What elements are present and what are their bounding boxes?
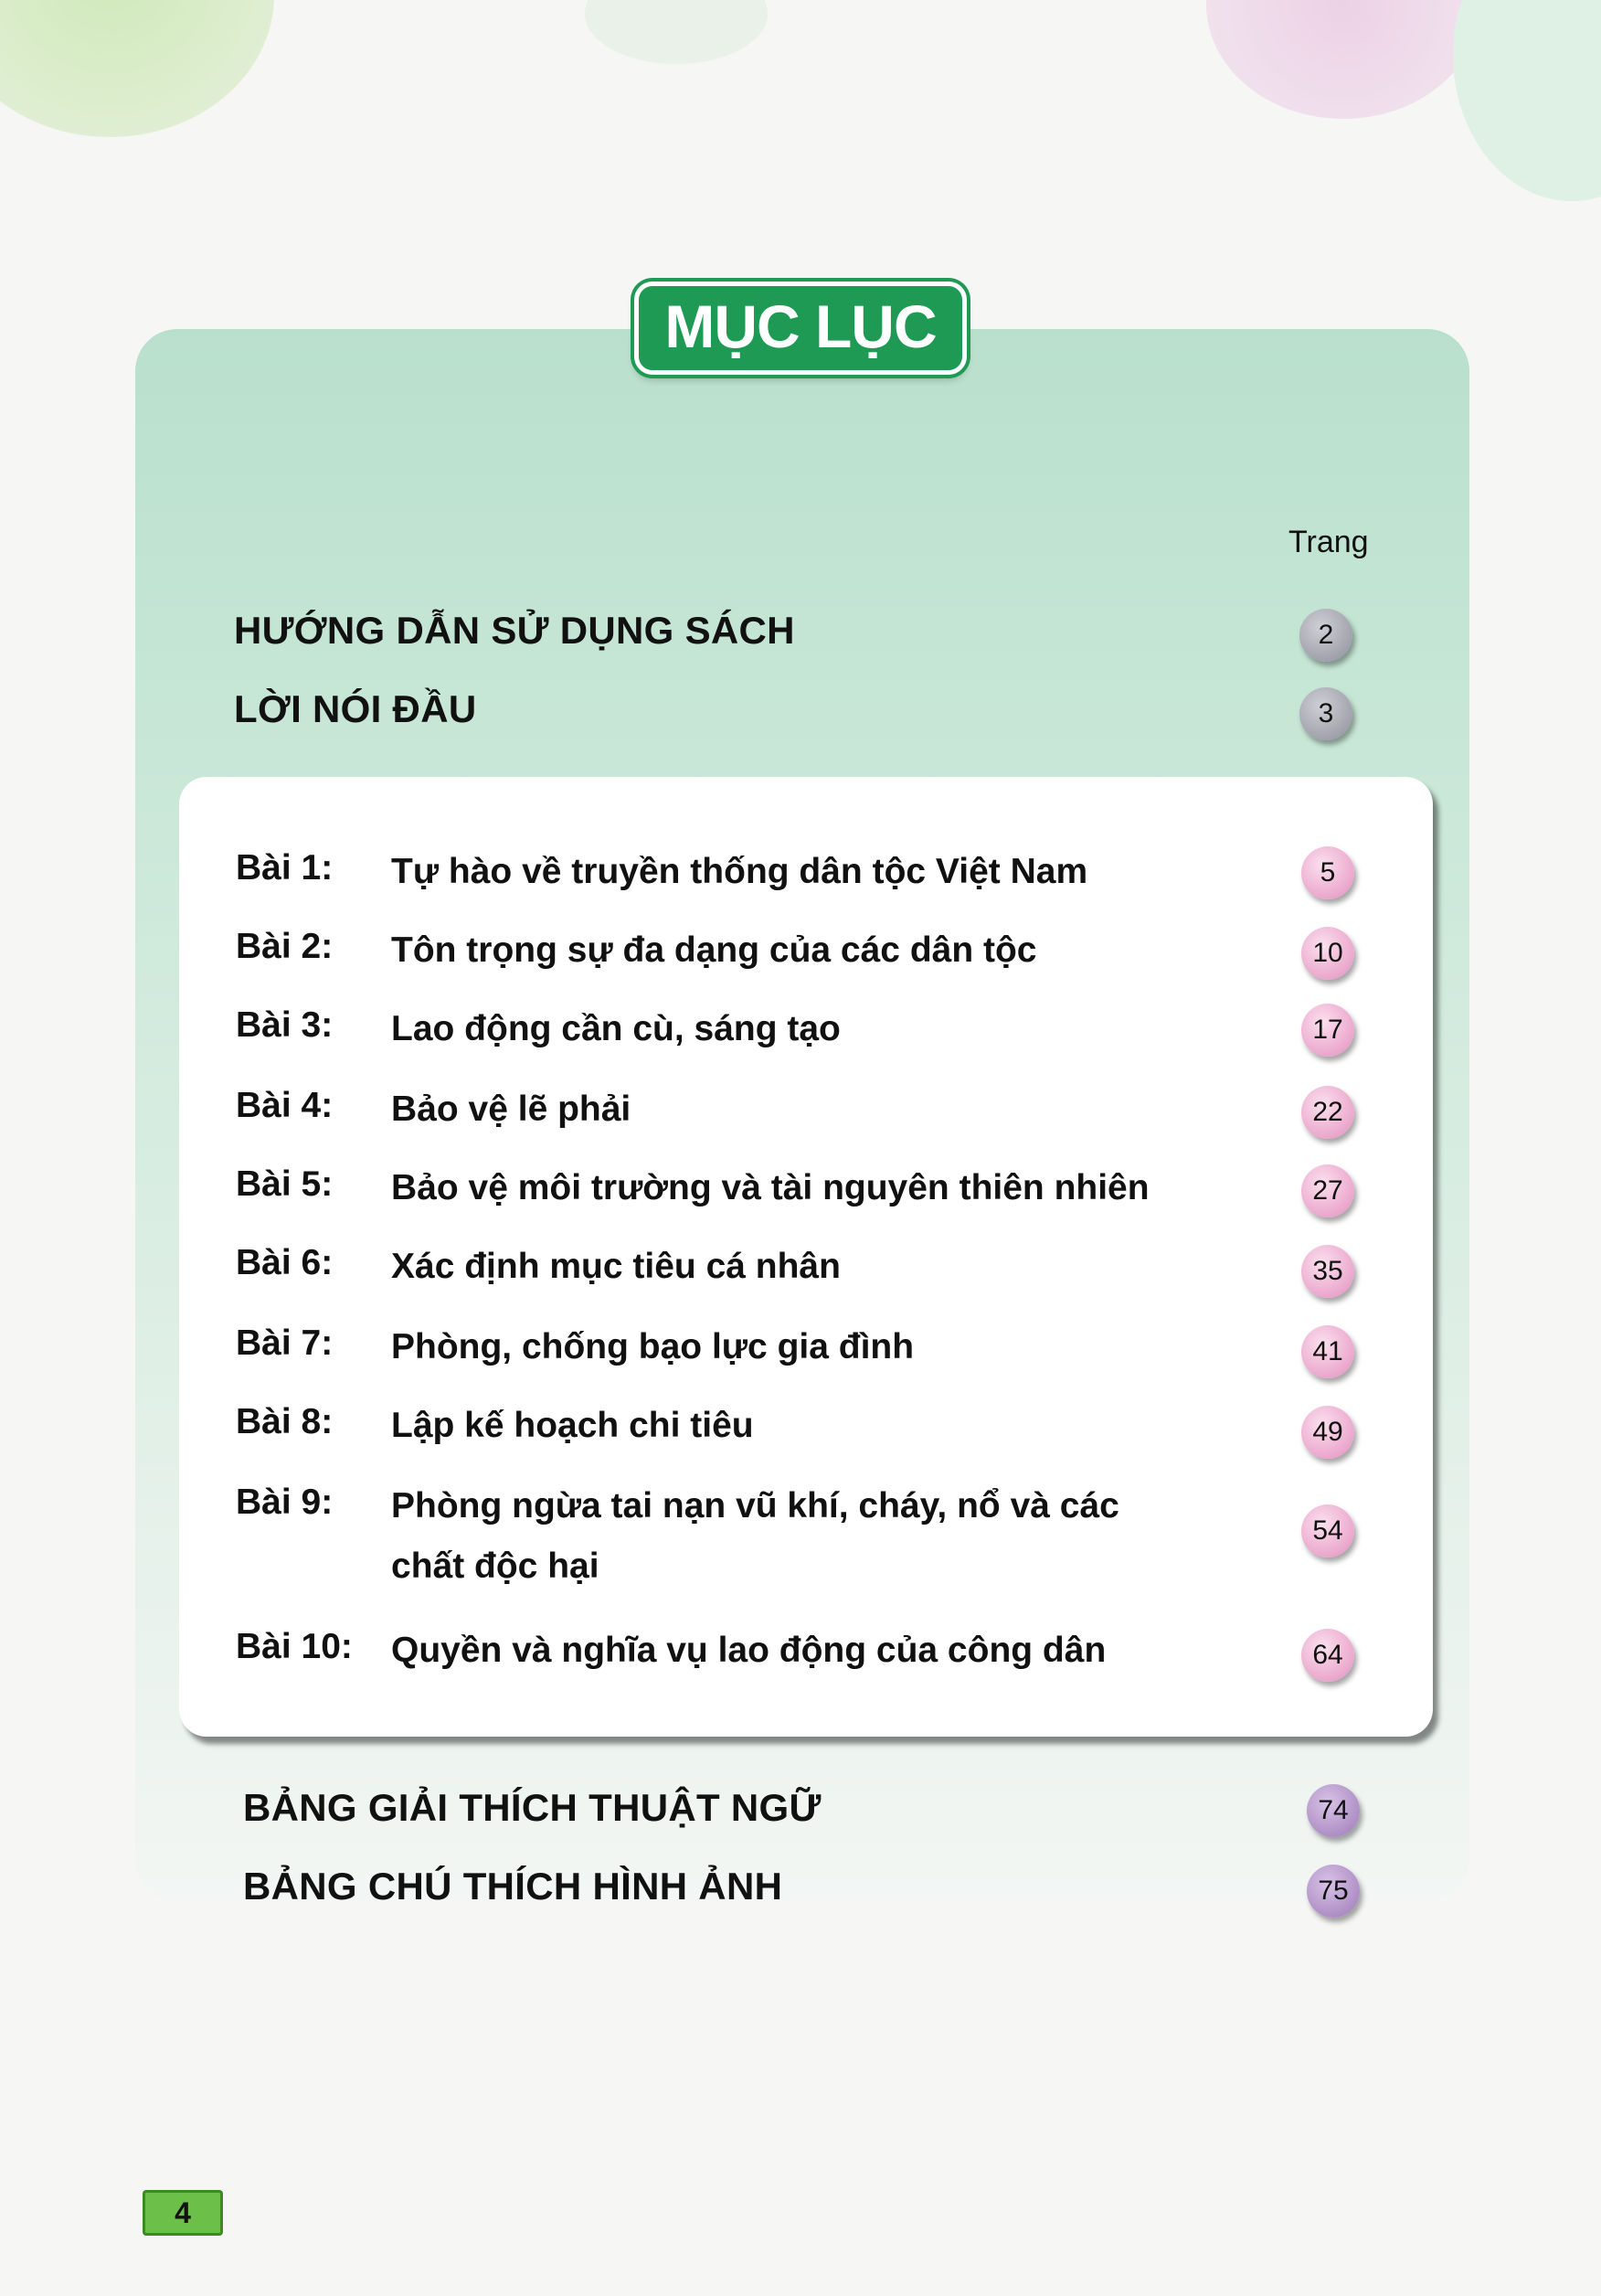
page-number-badge: 27 <box>1301 1164 1354 1217</box>
toc-entry-image-credits[interactable] <box>243 1859 782 1914</box>
page-number-badge: 2 <box>1299 609 1352 662</box>
lesson-title: Bảo vệ lẽ phải <box>391 1090 631 1129</box>
toc-entry-title: LỜI NÓI ĐẦU <box>234 687 477 730</box>
page-column-label: Trang <box>1288 525 1369 559</box>
lesson-label: Bài 1: <box>236 848 334 888</box>
decorative-shape-leaf <box>585 0 768 64</box>
page-title: MỤC LỤC <box>634 282 966 375</box>
lesson-title: Tôn trọng sự đa dạng của các dân tộc <box>391 930 1037 970</box>
toc-entry-title: HƯỚNG DẪN SỬ DỤNG SÁCH <box>234 609 795 652</box>
lesson-title: Phòng, chống bạo lực gia đình <box>391 1327 915 1366</box>
lesson-label: Bài 7: <box>236 1323 334 1363</box>
title-wrap <box>0 282 1601 375</box>
lesson-title: Tự hào về truyền thống dân tộc Việt Nam <box>391 852 1088 891</box>
toc-entry-preface[interactable] <box>234 682 476 737</box>
page-number-badge: 17 <box>1301 1004 1354 1057</box>
toc-entry-title: BẢNG GIẢI THÍCH THUẬT NGỮ <box>243 1786 822 1829</box>
page-number-badge: 5 <box>1301 846 1354 899</box>
page-number-badge: 22 <box>1301 1086 1354 1139</box>
page-number-badge: 49 <box>1301 1406 1354 1459</box>
page-number-badge: 41 <box>1301 1325 1354 1378</box>
lesson-label: Bài 5: <box>236 1164 334 1204</box>
page-number-badge: 35 <box>1301 1245 1354 1298</box>
page-number-badge: 10 <box>1301 927 1354 980</box>
lesson-label: Bài 2: <box>236 927 334 966</box>
lesson-label: Bài 4: <box>236 1086 334 1125</box>
lesson-label: Bài 3: <box>236 1005 334 1045</box>
lesson-title: Lập kế hoạch chi tiêu <box>391 1406 754 1445</box>
lesson-title: Xác định mục tiêu cá nhân <box>391 1247 841 1286</box>
page-number-badge: 54 <box>1301 1504 1354 1557</box>
page-number-badge: 64 <box>1301 1629 1354 1682</box>
lesson-title: Lao động cần cù, sáng tạo <box>391 1009 841 1048</box>
decorative-circle-green <box>0 0 274 137</box>
page-number-badge: 3 <box>1299 687 1352 740</box>
toc-entry-title: BẢNG CHÚ THÍCH HÌNH ẢNH <box>243 1865 783 1908</box>
lesson-title: Quyền và nghĩa vụ lao động của công dân <box>391 1631 1107 1670</box>
lesson-label: Bài 10: <box>236 1627 353 1666</box>
toc-entry-guide[interactable] <box>234 603 795 658</box>
page-number: 4 <box>143 2190 223 2236</box>
lesson-label: Bài 8: <box>236 1402 334 1441</box>
lesson-label: Bài 6: <box>236 1243 334 1282</box>
lesson-title: Phòng ngừa tai nạn vũ khí, cháy, nổ và các chất độc hại <box>391 1486 1119 1586</box>
page-number-badge: 75 <box>1307 1865 1360 1918</box>
decorative-circle-pink <box>1206 0 1480 119</box>
page-number-badge: 74 <box>1307 1784 1360 1837</box>
lesson-title: Bảo vệ môi trường và tài nguyên thiên nhiên <box>391 1168 1150 1207</box>
toc-entry-glossary[interactable] <box>243 1780 822 1835</box>
decorative-circle-mint <box>1453 0 1601 201</box>
lesson-label: Bài 9: <box>236 1483 334 1522</box>
